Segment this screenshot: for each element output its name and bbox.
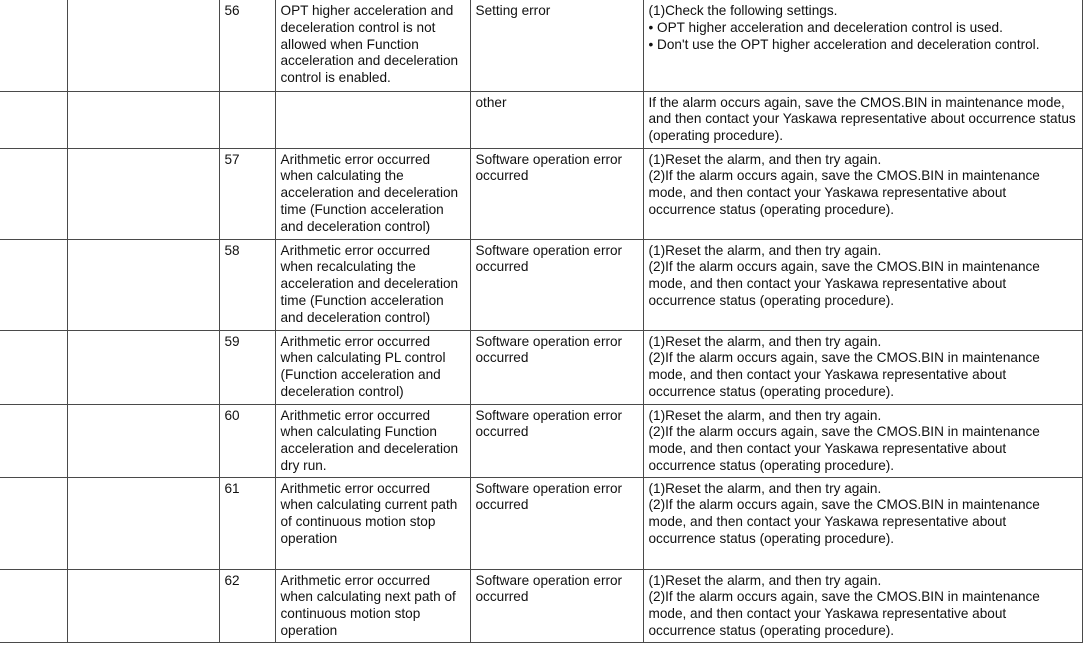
action-line: If the alarm occurs again, save the CMOS.BIN in maintenance mode, and then contact your Yaskawa representative about occurrence status (operating procedure). [648, 94, 1076, 144]
code-cell: 59 [219, 330, 275, 404]
table-row [0, 330, 1082, 404]
action-line: (2)If the alarm occurs again, save the CMOS.BIN in maintenance mode, and then contact your Yaskawa representative about occurrence status (operating procedure). [648, 350, 1040, 399]
code-cell: 57 [219, 148, 275, 239]
description-cell: OPT higher acceleration and deceleration control is not allowed when Function acceleration and deceleration control is enabled. [275, 0, 470, 91]
subcode-cell [67, 0, 219, 91]
description-cell: Arithmetic error occurred when calculating Function acceleration and deceleration dry run. [275, 404, 470, 477]
code-cell: 61 [219, 477, 275, 569]
table-row [0, 477, 1082, 569]
alarm-number-cell [0, 148, 67, 239]
table-row [0, 239, 1082, 330]
action-cell [643, 239, 1082, 330]
alarm-number-cell [0, 0, 67, 91]
action-line: (2)If the alarm occurs again, save the CMOS.BIN in maintenance mode, and then contact your Yaskawa representative about occurrence status (operating procedure). [648, 497, 1040, 546]
code-cell: 62 [219, 569, 275, 642]
subcode-cell [67, 569, 219, 642]
action-line: (1)Reset the alarm, and then try again. [648, 480, 882, 496]
description-cell: Arithmetic error occurred when calculating next path of continuous motion stop operation [275, 569, 470, 642]
action-line: (2)If the alarm occurs again, save the CMOS.BIN in maintenance mode, and then contact your Yaskawa representative about occurrence status (operating procedure). [648, 424, 1040, 473]
subcode-cell [67, 404, 219, 477]
code-cell: 56 [219, 0, 275, 91]
action-line: (2)If the alarm occurs again, save the CMOS.BIN in maintenance mode, and then contact your Yaskawa representative about occurrence status (operating procedure). [648, 259, 1040, 308]
alarm-number-cell [0, 91, 67, 148]
action-cell [643, 569, 1082, 642]
description-cell: Arithmetic error occurred when calculating PL control (Function acceleration and deceleration control) [275, 330, 470, 404]
table-row [0, 569, 1082, 642]
table-row [0, 148, 1082, 239]
description-cell: Arithmetic error occurred when calculating current path of continuous motion stop operation [275, 477, 470, 569]
description-cell: Arithmetic error occurred when recalculating the acceleration and deceleration time (Function acceleration and deceleration control) [275, 239, 470, 330]
action-cell [643, 148, 1082, 239]
cause-cell: Setting error [470, 0, 643, 91]
action-line: (1)Reset the alarm, and then try again. [648, 407, 882, 423]
table-row [0, 91, 1082, 148]
subcode-cell [67, 239, 219, 330]
action-cell [643, 91, 1082, 148]
cause-cell: Software operation error occurred [470, 404, 643, 477]
cause-cell: Software operation error occurred [470, 330, 643, 404]
action-line: (1)Reset the alarm, and then try again. [648, 151, 882, 167]
action-cell [643, 0, 1082, 91]
subcode-cell [67, 330, 219, 404]
action-line: (1)Check the following settings. [648, 3, 838, 18]
action-line: (1)Reset the alarm, and then try again. [648, 242, 882, 258]
description-cell: Arithmetic error occurred when calculating the acceleration and deceleration time (Function acceleration and deceleration control) [275, 148, 470, 239]
alarm-number-cell [0, 239, 67, 330]
alarm-number-cell [0, 404, 67, 477]
action-line: (1)Reset the alarm, and then try again. [648, 333, 882, 349]
table-row [0, 404, 1082, 477]
cause-cell: other [470, 91, 643, 148]
alarm-number-cell [0, 569, 67, 642]
action-line: (1)Reset the alarm, and then try again. [648, 572, 882, 588]
action-line: (2)If the alarm occurs again, save the CMOS.BIN in maintenance mode, and then contact your Yaskawa representative about occurrence status (operating procedure). [648, 168, 1040, 217]
code-cell [219, 91, 275, 148]
code-cell: 60 [219, 404, 275, 477]
cause-cell: Software operation error occurred [470, 148, 643, 239]
table-row [0, 0, 1082, 91]
code-cell: 58 [219, 239, 275, 330]
action-line: (2)If the alarm occurs again, save the CMOS.BIN in maintenance mode, and then contact your Yaskawa representative about occurrence status (operating procedure). [648, 589, 1040, 638]
cause-cell: Software operation error occurred [470, 239, 643, 330]
subcode-cell [67, 148, 219, 239]
action-cell [643, 330, 1082, 404]
subcode-cell [67, 477, 219, 569]
action-line: • Don't use the OPT higher acceleration and deceleration control. [648, 36, 1040, 52]
cause-cell: Software operation error occurred [470, 477, 643, 569]
description-cell [275, 91, 470, 148]
subcode-cell [67, 91, 219, 148]
alarm-number-cell [0, 330, 67, 404]
alarm-number-cell [0, 477, 67, 569]
action-cell [643, 477, 1082, 569]
action-line: • OPT higher acceleration and deceleration control is used. [648, 19, 1003, 35]
action-cell [643, 404, 1082, 477]
cause-cell: Software operation error occurred [470, 569, 643, 642]
